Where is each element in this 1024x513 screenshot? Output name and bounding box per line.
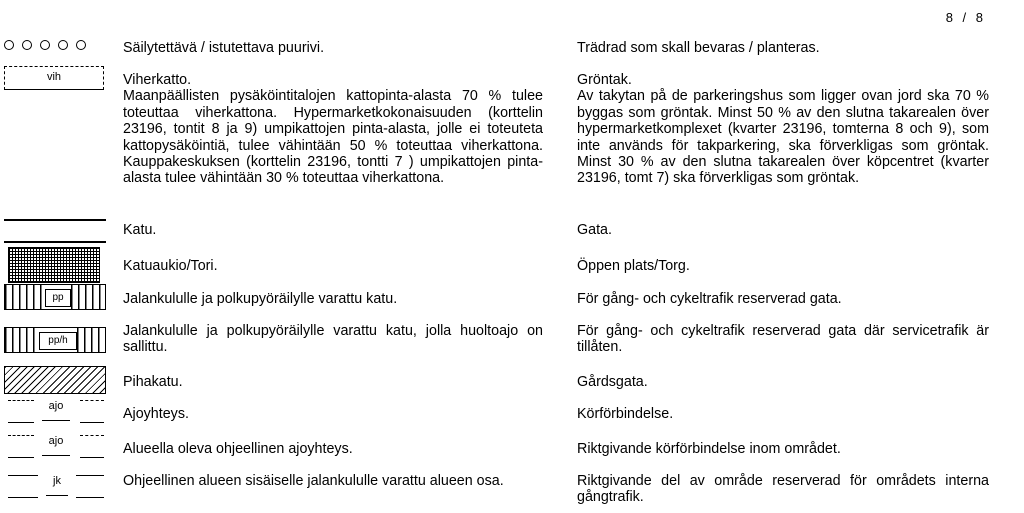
- finnish-text: [123, 323, 543, 356]
- finnish-heading: Pihakatu.: [123, 374, 183, 390]
- swedish-text: [577, 291, 989, 307]
- swedish-heading: Riktgivande del av område reserverad för områdets interna gångtrafik.: [577, 473, 989, 506]
- symbol-label: ajo: [48, 400, 64, 412]
- finnish-text: [123, 441, 543, 457]
- pedestrian-street-symbol: [4, 284, 106, 310]
- finnish-heading: Viherkatto.: [123, 72, 192, 88]
- pedestrian-street-service-symbol: [4, 327, 106, 353]
- finnish-text: [123, 40, 543, 56]
- swedish-heading: Gårdsgata.: [577, 374, 648, 390]
- swedish-text: [577, 323, 989, 356]
- symbol-label: jk: [53, 475, 61, 487]
- finnish-heading: Jalankululle ja polkupyöräilylle varattu katu.: [123, 291, 398, 307]
- swedish-heading: Körförbindelse.: [577, 406, 674, 422]
- swedish-heading: Riktgivande körförbindelse inom området.: [577, 441, 841, 457]
- circle-icon: [58, 40, 68, 50]
- drive-connection-symbol: [4, 400, 106, 428]
- swedish-text: [577, 258, 989, 274]
- circle-icon: [40, 40, 50, 50]
- finnish-description: Maanpäällisten pysäköintitalojen kattopinta-alasta 70 % tulee toteuttaa viherkattona. Hypermarketkokonaisuuden (korttelin 23196, tontit 8 ja 9) umpikattojen pinta-alasta, jolle ei toteuteta kattopysäköintiä, tulee vähintään 50 % toteuttaa viherkattona. Kauppakeskuksen (korttelin 23196, tontti 7 ) umpikattojen pinta-alasta tulee vähintään 30 % toteuttaa viherkattona.: [123, 88, 543, 187]
- swedish-text: [577, 374, 989, 390]
- green-roof-symbol: [4, 66, 106, 90]
- finnish-heading: Ohjeellinen alueen sisäiselle jalankululle varattu alueen osa.: [123, 473, 504, 489]
- indicative-drive-connection-symbol: [4, 435, 106, 463]
- tree-row-symbol: [4, 40, 106, 50]
- swedish-text: [577, 473, 989, 506]
- symbol-label: pp/h: [39, 332, 77, 350]
- symbol-label: ajo: [48, 435, 64, 447]
- swedish-text: [577, 406, 989, 422]
- finnish-text: [123, 374, 543, 390]
- finnish-heading: Katu.: [123, 222, 157, 238]
- page-number: 8 / 8: [945, 10, 986, 25]
- swedish-heading: Trädrad som skall bevaras / planteras.: [577, 40, 820, 56]
- circle-icon: [4, 40, 14, 50]
- finnish-text: [123, 258, 543, 274]
- finnish-heading: Alueella oleva ohjeellinen ajoyhteys.: [123, 441, 353, 457]
- finnish-text: [123, 291, 543, 307]
- street-symbol: [4, 219, 106, 243]
- swedish-heading: Gröntak.: [577, 72, 632, 88]
- finnish-text: [123, 473, 543, 489]
- circle-icon: [76, 40, 86, 50]
- swedish-text: [577, 441, 989, 457]
- circle-icon: [22, 40, 32, 50]
- swedish-heading: Gata.: [577, 222, 612, 238]
- indicative-pedestrian-path-symbol: [4, 475, 106, 503]
- finnish-heading: Ajoyhteys.: [123, 406, 189, 422]
- swedish-description: Av takytan på de parkeringshus som ligger ovan jord ska 70 % byggas som gröntak. Minst 50 % av den slutna takarealen över hypermarketkomplexet (kvarter 23196, tomterna 8 och 9), som inte används för takparkering, ska förverkligas som gröntak. Minst 30 % av den slutna takarealen över köpcentret (kvarter 23196, tomt 7) ska förverkligas som gröntak.: [577, 88, 989, 187]
- swedish-text: [577, 222, 989, 238]
- symbol-label: pp: [45, 289, 71, 307]
- finnish-text: [123, 222, 543, 238]
- symbol-label: vih: [46, 71, 62, 83]
- finnish-heading: Katuaukio/Tori.: [123, 258, 218, 274]
- finnish-heading: Säilytettävä / istutettava puurivi.: [123, 40, 325, 56]
- swedish-heading: För gång- och cykeltrafik reserverad gata där servicetrafik är tillåten.: [577, 323, 989, 356]
- swedish-heading: Öppen plats/Torg.: [577, 258, 690, 274]
- yard-street-symbol: [4, 366, 106, 394]
- square-symbol: [4, 247, 106, 283]
- swedish-text: [577, 40, 989, 56]
- swedish-text: [577, 72, 989, 187]
- finnish-heading: Jalankululle ja polkupyöräilylle varattu katu, jolla huoltoajo on sallittu.: [123, 323, 543, 356]
- finnish-text: [123, 406, 543, 422]
- swedish-heading: För gång- och cykeltrafik reserverad gata.: [577, 291, 842, 307]
- finnish-text: [123, 72, 543, 187]
